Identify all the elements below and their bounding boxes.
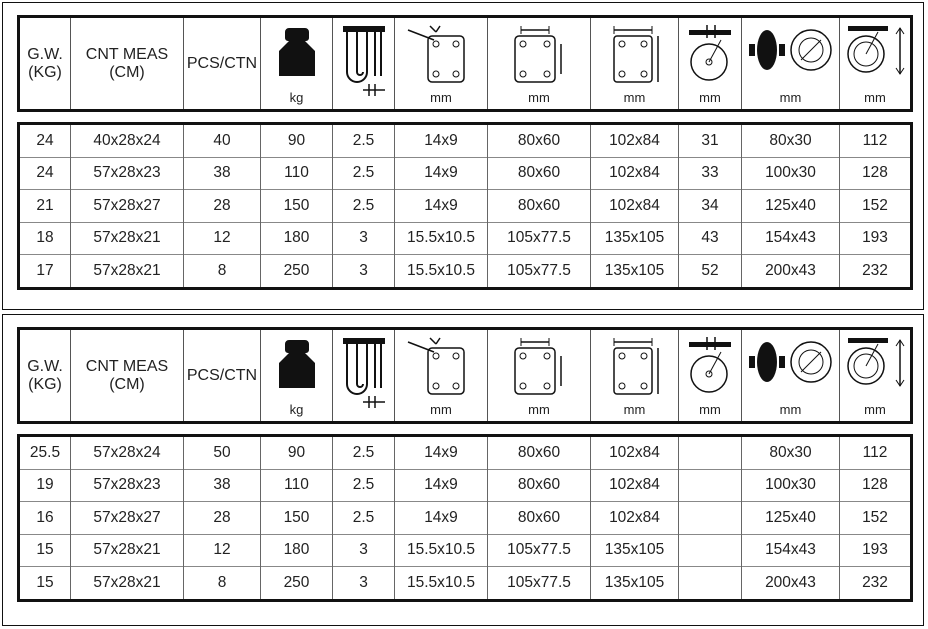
cell-stem: 3 bbox=[333, 567, 395, 601]
cell-offset: 33 bbox=[679, 157, 742, 190]
cell-stem: 3 bbox=[333, 255, 395, 289]
cell-plate-outer: 102x84 bbox=[591, 502, 679, 535]
cell-plate-inner: 105x77.5 bbox=[488, 222, 591, 255]
header-load: kg bbox=[261, 17, 333, 111]
header-cnt-meas: CNT MEAS (CM) bbox=[71, 329, 184, 423]
cell-plate-outer: 135x105 bbox=[591, 222, 679, 255]
cell-height: 152 bbox=[840, 190, 912, 223]
data-table bbox=[17, 122, 913, 290]
cell-height: 128 bbox=[840, 157, 912, 190]
cell-cnt-meas: 57x28x21 bbox=[71, 534, 184, 567]
header-row bbox=[17, 15, 913, 112]
overall-height-icon bbox=[842, 336, 908, 398]
cell-bolt-hole: 14x9 bbox=[395, 469, 488, 502]
cell-gw: 25.5 bbox=[19, 436, 71, 470]
cell-plate-inner: 80x60 bbox=[488, 157, 591, 190]
cell-stem: 2.5 bbox=[333, 469, 395, 502]
cell-cnt-meas: 57x28x21 bbox=[71, 255, 184, 289]
cell-wheel-size: 125x40 bbox=[742, 502, 840, 535]
cell-pcs-ctn: 28 bbox=[184, 502, 261, 535]
cell-height: 152 bbox=[840, 502, 912, 535]
cell-load: 180 bbox=[261, 534, 333, 567]
table-row bbox=[19, 534, 912, 567]
cell-cnt-meas: 57x28x27 bbox=[71, 190, 184, 223]
header-gw: G.W. (KG) bbox=[27, 45, 63, 81]
bolt-hole-spacing-icon bbox=[406, 336, 476, 398]
stem-bracket-icon bbox=[339, 24, 389, 104]
cell-cnt-meas: 57x28x21 bbox=[71, 567, 184, 601]
cell-bolt-hole: 14x9 bbox=[395, 157, 488, 190]
header-offset: mm bbox=[679, 17, 742, 111]
cell-plate-outer: 135x105 bbox=[591, 567, 679, 601]
top-plate-inner-icon bbox=[509, 336, 569, 398]
cell-wheel-size: 80x30 bbox=[742, 124, 840, 158]
cell-height: 193 bbox=[840, 222, 912, 255]
cell-plate-outer: 102x84 bbox=[591, 469, 679, 502]
spec-block-2 bbox=[2, 314, 924, 626]
data-table bbox=[17, 434, 913, 602]
cell-plate-inner: 80x60 bbox=[488, 124, 591, 158]
header-stem bbox=[333, 329, 395, 423]
cell-offset: 43 bbox=[679, 222, 742, 255]
cell-plate-inner: 105x77.5 bbox=[488, 255, 591, 289]
overall-height-icon bbox=[842, 24, 908, 86]
cell-bolt-hole: 14x9 bbox=[395, 190, 488, 223]
cell-load: 90 bbox=[261, 124, 333, 158]
header-wheel-size: mm bbox=[742, 329, 840, 423]
spec-block-1 bbox=[2, 2, 924, 310]
cell-plate-outer: 102x84 bbox=[591, 436, 679, 470]
cell-pcs-ctn: 12 bbox=[184, 534, 261, 567]
cell-gw: 24 bbox=[19, 157, 71, 190]
header-pcs-ctn: PCS/CTN bbox=[184, 329, 261, 423]
cell-wheel-size: 200x43 bbox=[742, 255, 840, 289]
cell-pcs-ctn: 8 bbox=[184, 567, 261, 601]
cell-wheel-size: 200x43 bbox=[742, 567, 840, 601]
cell-stem: 3 bbox=[333, 222, 395, 255]
cell-cnt-meas: 57x28x23 bbox=[71, 469, 184, 502]
cell-load: 110 bbox=[261, 157, 333, 190]
cell-gw: 15 bbox=[19, 567, 71, 601]
cell-pcs-ctn: 38 bbox=[184, 469, 261, 502]
cell-cnt-meas: 57x28x24 bbox=[71, 436, 184, 470]
wheel-size-icon bbox=[747, 24, 835, 86]
cell-plate-outer: 102x84 bbox=[591, 124, 679, 158]
cell-wheel-size: 154x43 bbox=[742, 534, 840, 567]
top-plate-outer-icon bbox=[608, 24, 662, 86]
cell-offset: 31 bbox=[679, 124, 742, 158]
load-weight-icon bbox=[277, 24, 317, 80]
cell-bolt-hole: 14x9 bbox=[395, 124, 488, 158]
cell-height: 232 bbox=[840, 567, 912, 601]
cell-wheel-size: 100x30 bbox=[742, 157, 840, 190]
header-plate-outer: mm bbox=[591, 17, 679, 111]
bolt-hole-spacing-icon bbox=[406, 24, 476, 86]
cell-offset bbox=[679, 436, 742, 470]
cell-plate-inner: 105x77.5 bbox=[488, 567, 591, 601]
load-weight-icon bbox=[277, 336, 317, 392]
table-row bbox=[19, 502, 912, 535]
table-row bbox=[19, 436, 912, 470]
header-plate-outer: mm bbox=[591, 329, 679, 423]
cell-height: 112 bbox=[840, 124, 912, 158]
cell-height: 112 bbox=[840, 436, 912, 470]
cell-offset: 34 bbox=[679, 190, 742, 223]
cell-stem: 2.5 bbox=[333, 124, 395, 158]
cell-cnt-meas: 57x28x21 bbox=[71, 222, 184, 255]
cell-stem: 2.5 bbox=[333, 157, 395, 190]
header-pcs-ctn: PCS/CTN bbox=[184, 17, 261, 111]
wheel-offset-icon bbox=[685, 24, 735, 86]
cell-bolt-hole: 15.5x10.5 bbox=[395, 222, 488, 255]
table-row bbox=[19, 567, 912, 601]
cell-stem: 2.5 bbox=[333, 436, 395, 470]
cell-bolt-hole: 15.5x10.5 bbox=[395, 567, 488, 601]
top-plate-outer-icon bbox=[608, 336, 662, 398]
cell-offset bbox=[679, 469, 742, 502]
header-bolt-hole: mm bbox=[395, 329, 488, 423]
table-row bbox=[19, 255, 912, 289]
cell-offset bbox=[679, 502, 742, 535]
cell-gw: 17 bbox=[19, 255, 71, 289]
cell-stem: 3 bbox=[333, 534, 395, 567]
wheel-size-icon bbox=[747, 336, 835, 398]
cell-offset bbox=[679, 534, 742, 567]
header-row bbox=[17, 327, 913, 424]
cell-pcs-ctn: 40 bbox=[184, 124, 261, 158]
stem-bracket-icon bbox=[339, 336, 389, 416]
cell-load: 150 bbox=[261, 190, 333, 223]
cell-wheel-size: 125x40 bbox=[742, 190, 840, 223]
cell-gw: 21 bbox=[19, 190, 71, 223]
header-height: mm bbox=[840, 17, 912, 111]
header-wheel-size: mm bbox=[742, 17, 840, 111]
cell-plate-inner: 80x60 bbox=[488, 469, 591, 502]
header-cnt-meas: CNT MEAS (CM) bbox=[71, 17, 184, 111]
cell-gw: 19 bbox=[19, 469, 71, 502]
cell-bolt-hole: 14x9 bbox=[395, 436, 488, 470]
cell-wheel-size: 100x30 bbox=[742, 469, 840, 502]
cell-plate-inner: 80x60 bbox=[488, 502, 591, 535]
header-plate-inner: mm bbox=[488, 329, 591, 423]
table-row bbox=[19, 190, 912, 223]
cell-cnt-meas: 40x28x24 bbox=[71, 124, 184, 158]
header-height: mm bbox=[840, 329, 912, 423]
cell-pcs-ctn: 28 bbox=[184, 190, 261, 223]
cell-height: 128 bbox=[840, 469, 912, 502]
header-offset: mm bbox=[679, 329, 742, 423]
table-row bbox=[19, 124, 912, 158]
cell-cnt-meas: 57x28x23 bbox=[71, 157, 184, 190]
cell-load: 250 bbox=[261, 567, 333, 601]
cell-stem: 2.5 bbox=[333, 190, 395, 223]
cell-plate-inner: 80x60 bbox=[488, 436, 591, 470]
cell-load: 180 bbox=[261, 222, 333, 255]
cell-plate-outer: 135x105 bbox=[591, 255, 679, 289]
cell-load: 150 bbox=[261, 502, 333, 535]
table-row bbox=[19, 222, 912, 255]
cell-gw: 15 bbox=[19, 534, 71, 567]
cell-pcs-ctn: 38 bbox=[184, 157, 261, 190]
cell-pcs-ctn: 12 bbox=[184, 222, 261, 255]
cell-bolt-hole: 14x9 bbox=[395, 502, 488, 535]
header-gw: G.W. (KG) bbox=[27, 357, 63, 393]
table-row bbox=[19, 469, 912, 502]
cell-offset bbox=[679, 567, 742, 601]
cell-stem: 2.5 bbox=[333, 502, 395, 535]
cell-gw: 18 bbox=[19, 222, 71, 255]
cell-load: 250 bbox=[261, 255, 333, 289]
cell-plate-outer: 102x84 bbox=[591, 157, 679, 190]
cell-load: 110 bbox=[261, 469, 333, 502]
header-stem bbox=[333, 17, 395, 111]
cell-gw: 16 bbox=[19, 502, 71, 535]
header-plate-inner: mm bbox=[488, 17, 591, 111]
cell-load: 90 bbox=[261, 436, 333, 470]
table-row bbox=[19, 157, 912, 190]
cell-wheel-size: 80x30 bbox=[742, 436, 840, 470]
cell-wheel-size: 154x43 bbox=[742, 222, 840, 255]
cell-gw: 24 bbox=[19, 124, 71, 158]
cell-height: 232 bbox=[840, 255, 912, 289]
cell-height: 193 bbox=[840, 534, 912, 567]
header-bolt-hole: mm bbox=[395, 17, 488, 111]
cell-pcs-ctn: 8 bbox=[184, 255, 261, 289]
top-plate-inner-icon bbox=[509, 24, 569, 86]
cell-plate-outer: 102x84 bbox=[591, 190, 679, 223]
header-load: kg bbox=[261, 329, 333, 423]
wheel-offset-icon bbox=[685, 336, 735, 398]
cell-offset: 52 bbox=[679, 255, 742, 289]
cell-cnt-meas: 57x28x27 bbox=[71, 502, 184, 535]
cell-bolt-hole: 15.5x10.5 bbox=[395, 255, 488, 289]
cell-bolt-hole: 15.5x10.5 bbox=[395, 534, 488, 567]
cell-plate-outer: 135x105 bbox=[591, 534, 679, 567]
cell-plate-inner: 105x77.5 bbox=[488, 534, 591, 567]
cell-pcs-ctn: 50 bbox=[184, 436, 261, 470]
cell-plate-inner: 80x60 bbox=[488, 190, 591, 223]
